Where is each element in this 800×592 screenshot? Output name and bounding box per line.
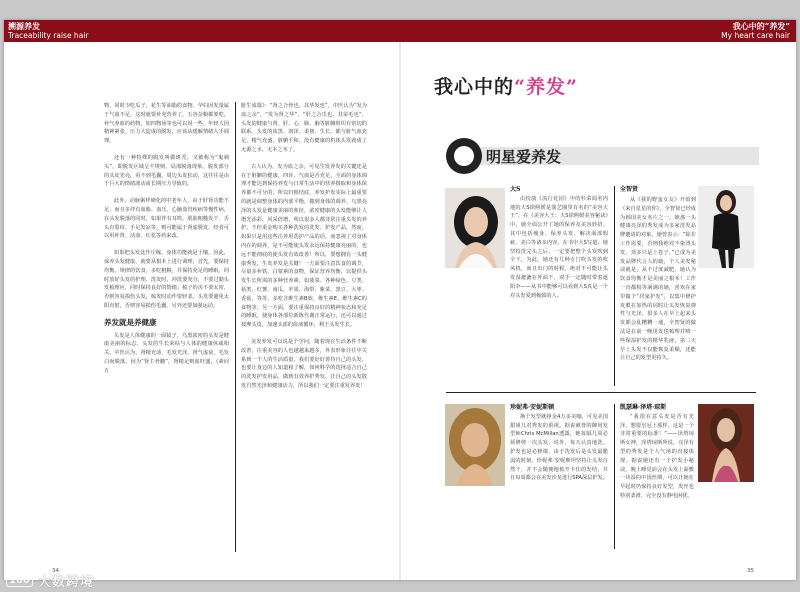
title-prefix: 我心中的: [434, 76, 515, 98]
celeb-jun-ji-hyun-body: [620, 196, 756, 371]
celeb-jennifer-aniston: [510, 404, 608, 491]
left-column-1: [104, 102, 229, 384]
column-rule: [614, 186, 615, 386]
header-right: [721, 22, 790, 40]
body-paragraph: 还有一种特殊的脱发叫做斑秃，又被称为“鬼剃头”，即脱发区域呈不规则、局部脱落现象。脱发部分的头皮光亮，看不到毛囊，周边头发松动，这往往是由于巨大的情绪波动或长期压力导致的。: [104, 154, 229, 188]
celeb-name: 全智贤: [620, 186, 639, 193]
celeb-big-s: [510, 186, 608, 308]
header-left: [8, 22, 88, 40]
watermark-logo: [6, 571, 94, 590]
subhead-banner: [446, 140, 759, 172]
celeb-name: 珍妮弗·安妮斯顿: [510, 404, 555, 411]
celeb-name: 凯瑟琳·泽塔·琼斯: [620, 404, 667, 411]
celeb-jun-ji-hyun: [620, 186, 694, 195]
header-left-en: Traceability raise hair: [8, 31, 89, 40]
left-column-2: [241, 102, 367, 399]
photo-jennifer-aniston: [445, 404, 505, 486]
celeb-text: “我很在意头发是否有光泽，想要皇冠上那样，这是一个非常重要的标准！”——泽塔琼斯女神，泽塔琼斯所说，亮泽有型的秀发是个人气场的直接体现。据说她还有一个护发小秘诀，晚上睡觉前会在头发上面敷一块湿的中国丝绸，可以让她在早起时仍保持良好发型，发丝也特别柔滑，完全没有静电困扰。: [620, 413, 694, 499]
subhead-text: 明星爱养发: [486, 147, 562, 166]
row-rule: [446, 392, 756, 393]
watermark-text: 大数跨境: [37, 575, 94, 590]
page-gutter: [399, 42, 401, 580]
column-rule: [614, 404, 615, 549]
header-left-cn: 溯源养发: [8, 21, 40, 31]
celeb-text: 换个发型就挣金4万多美咖，可见美国甜姐儿对秀发的重视。据说被誉的御用发型师Chris McMillan透露，她每隔几周必须修剪一次头发，说外，每天认真地洗、护发也是必修课，由于洗发后是头发最脆弱的时刻，珍妮弗·安妮斯坦坚持让头发自然干，并不会随便地梳开卡住的发结，并且每周都会在美发沙龙进行SPA深层护发。: [510, 413, 608, 482]
celeb-name: 大S: [510, 186, 521, 193]
celeb-text: 从《我的野蛮女友》开始到《来自星星的你》，全智贤已经成为韩国美女名片之一。她那一头健康亮泽的秀发成为多家洗发品牌邀请的对象。她曾表示：“除非工作需要，否则我绝对不染烫头发，顶多只是上卷子。”已成为美发品牌代言人的她，个人美发秘诀就是，从不过度减肥。她认为饮食均衡才是美丽之根本！工作一直都相等满满的她，喜欢在家里做个“居家护发”，以集中修护发膜在加热的同时让头发恢复弹性与光泽，很多人在早上起来头发都会乱糟糟一通，全智贤的做法是在前一晚用发毯梳理并喷一些保湿护发的精华乳液，第二天早上头发不仅能恢复柔顺，还能让自己的发型更持久。: [620, 197, 696, 362]
photo-zeta-jones: [698, 404, 754, 482]
body-paragraph: 头发是人体健康的一面镜子，乌黑浓密的头发是健康美丽的标志，头发的生长荣枯与人体的健康休戚相关。中医认为，肾精充沛，毛发光泽，肾气虚衰，毛发白而脱落。因为“肾主骨髓”，肾精足则血旺盛，《素问五: [104, 332, 229, 374]
section-title: 养发就是养健康: [104, 317, 157, 327]
magazine-spread: [4, 20, 796, 580]
header-right-en: My heart care hair: [721, 31, 790, 40]
title-accent: “养发”: [514, 76, 578, 98]
page-number-right: 35: [747, 568, 754, 574]
photo-big-s: [445, 188, 505, 268]
body-paragraph: 美发养发可以说是个学问，随着现在生活条件不断改善，注重美容的人也越越来越多，外表形象往往中关系到一个人的生活质量，我们要好好善待自己的头发，也要让身边的人知道和了解，如何科学的选择适合自己的洗发护发用品，做到有效养护秀发，让自己的头发散发自然光泽和健康活力，所以我们一定要注重发养发！: [241, 338, 367, 389]
column-rule: [235, 102, 236, 552]
body-paragraph: 如果把头发比作庄稼，身体功能就是土壤。因此，保养头发健康，就要从根本上进行调理，首先，要保持均衡、规律的饮食，多吃粗粮，并保持充足的睡眠，同时放好头发的护理，洗发时，冲洗要充分，不要过勤头发梳理应，同时保持良好的情绪；梳子的齿不要太密，否则容易损伤头发，梳发时动作要轻柔，头发要避免太阳直射，否则容易损伤毛囊，另外还要加强运动。: [104, 250, 229, 309]
body-paragraph: 此外，动脉粥样硬化的中老年人，由于肝肾功能不足，而且多伴有血脂、血压、心脑血管疾病等慢性病，在头发脱落的同时，如果伴有耳鸣、肌肤粗糙发干、舌头有裂纹、手足发凉等，则可能属于肾虚脱发，经者可以用补肾、活血、红花等药来改。: [104, 198, 229, 240]
body-paragraph: 物，同时少吃瓜子、花生等油脂的食物。孕妇因发量属于气血不足，这时就要补充营养了。五谷杂粮都要吃，补气养血的药物，如四物汤等也可以用一些，年轻人因精神紧张、压力大造成的脱发，应该从缓解情绪入手调理。: [104, 103, 229, 145]
page-number-left: 34: [52, 568, 59, 574]
header-right-cn: 我心中的“养发”: [732, 21, 790, 31]
celeb-text: 由扮演《流行花园》中的杉菜闻名内地的大S徐熙媛是演艺圈里有名的“美容大王”，在《美容大王：大S徐熙媛美容秘诀》中，她全面公开了她的保养及美容妙招。其中包括瘦身、保养头发、解决面部瑕疵、美白等诸多内容。在书中大S写道，她坚持洗完头之后，一定要把整个头发吹到全干，为此，她还有几种专门吹头发的吹风机，而且出门的时候，绝对不可能让头发湿漉漉在外面下，双手一定随时带着遮阳伞——从书中能够可以看到大S真是一个对头发爱到极致的人。: [510, 195, 608, 299]
body-paragraph: 脏生成篇》：“肾之合骨也，其华发也”，中医认为“发为血之余”，“发为肾之华”，“肝之合爪也，其荣毛也”，头发的健康与肾、肝、心、肺、脑等脏腑组织有密切的联系。头发的浓黑、润泽、柔韧、生长，都与脏气血充足，精气充盛，脏腑平和，没有健康的机体头发就成了无源之水、无本之木了。: [241, 103, 367, 153]
subhead-bar: [480, 147, 759, 165]
body-paragraph: 古人认为，发为血之余，可见生发养发的关键还是在于脏腑的健康，四诊、气血是否充足，全面的身体调理才能达到保持养发与日常生活中的营养摄取和身体保养都不可分的，所以归根结底，养发护发实际上最重要的就是调整身体的内部平衡，做到身体的调养。乌黑亮泽的头发是健康美丽的象征，浓密健康的头发能够让人增光添彩。风采倍增，所以很多人都非常注重头发的养护，不但重金购买各种洗发的洗发、护发产品，然而，如果只是用这些注外用洗护产品的话，而忽视了对身体内在的调养，是不可能使头发永远保持健康亮丽的，也远不能彻底的使头发有效改善！所以，要想拥有一头健康秀发，生发养发是关键！一方面要注意饮食的调节，尽量多补铁、白蒙素的食物，保证营养均衡，以提供头发生长所需的多种营养素，如菠菜、各种绿色、豆类、菇类、红薯、南瓜、苹果、海带、紫菜、黑豆、大枣、香菇，等等，多吃含维生素B族、维生素E、维生素C的食物等，另一方面，要注重保持良好的精神状态和充足的睡眠，使身体各部位新陈代谢正常运行，还可以通过按摩头皮，加速头部的血液循环，利于头发生长。: [241, 163, 367, 329]
ring-icon: [446, 138, 482, 174]
page-title: [434, 72, 578, 99]
watermark-mark: 100: [6, 574, 33, 587]
celeb-zeta-jones: [620, 404, 694, 509]
header-bar: [4, 20, 796, 42]
